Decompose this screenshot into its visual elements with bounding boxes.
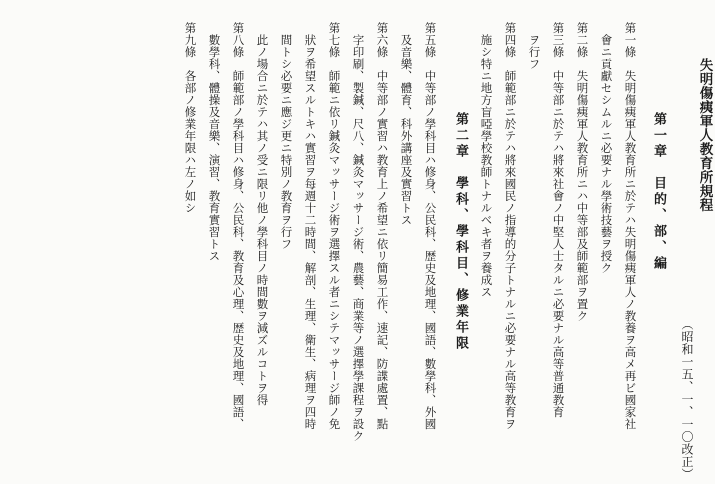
document-title: 失明傷痍軍人教育所規程: [696, 58, 713, 212]
text-line: 字印刷、製鍼、尺八、鍼灸マッサージ術、農藝、商業等ノ選擇學課程ヲ設ク: [351, 22, 366, 442]
text-line: 第七條 師範ニ依リ鍼灸マッサージ術ヲ選擇スル者ニシテマッサージ師ノ免: [327, 22, 342, 430]
revision-date: （昭和一五、一、一〇改正）: [680, 318, 694, 481]
text-line: 第八條 師範部ノ學科目ハ修身、公民科、教育及心理、歴史及地理、國語、: [231, 22, 246, 430]
text-line: 第九條 各部ノ修業年限ハ左ノ如シ: [183, 22, 198, 214]
text-line: 第一條 失明傷痍軍人教育所ニ於テハ失明傷痍軍人ノ教養ヲ高メ再ビ國家社: [623, 22, 638, 430]
chapter-2-heading: 第二章 學科、學科目、修業年限: [453, 112, 468, 352]
text-line: 第二條 失明傷痍軍人教育所ニハ中等部及師範部ヲ置ク: [575, 22, 590, 322]
text-line: 第五條 中等部ノ學科目ハ修身、公民科、歴史及地理、國語、數學科、外國: [423, 22, 438, 430]
text-line: 第三條 中等部ニ於テハ將來社會ノ中堅人士タルニ必要ナル高等普通教育: [551, 22, 566, 418]
text-line: 狀ヲ希望スルトキハ實習ヲ每週十二時間、解剖、生理、衛生、病理ヲ四時: [303, 22, 318, 430]
text-line: 施シ特ニ地方盲啞學校教師トナルベキ者ヲ養成ス: [479, 22, 494, 298]
text-line: 會ニ貢獻セシムルニ必要ナル學術技藝ヲ授ク: [599, 22, 614, 274]
text-line: ヲ行フ: [527, 22, 542, 70]
text-line: 及音樂、體育、科外講座及實習トス: [399, 22, 414, 226]
text-line: 間トシ必要ニ應ジ更ニ特別ノ教育ヲ行フ: [279, 22, 294, 250]
text-line: 第六條 中等部ノ實習ハ教育上ノ希望ニ依リ簡易工作、速記、防諜處置、點: [375, 22, 390, 430]
text-line: 第四條 師範部ニ於テハ將來國民ノ指導的分子トナルニ必要ナル高等教育ヲ: [503, 22, 518, 430]
text-line: 此ノ場合ニ於テハ其ノ受ニ限リ他ノ學科目ノ時間數ヲ減ズルコトヲ得: [255, 22, 270, 406]
chapter-1-heading: 第一章 目的、部、編: [651, 112, 666, 272]
text-line: 數學科、體操及音樂、演習、教育實習トス: [207, 22, 222, 262]
